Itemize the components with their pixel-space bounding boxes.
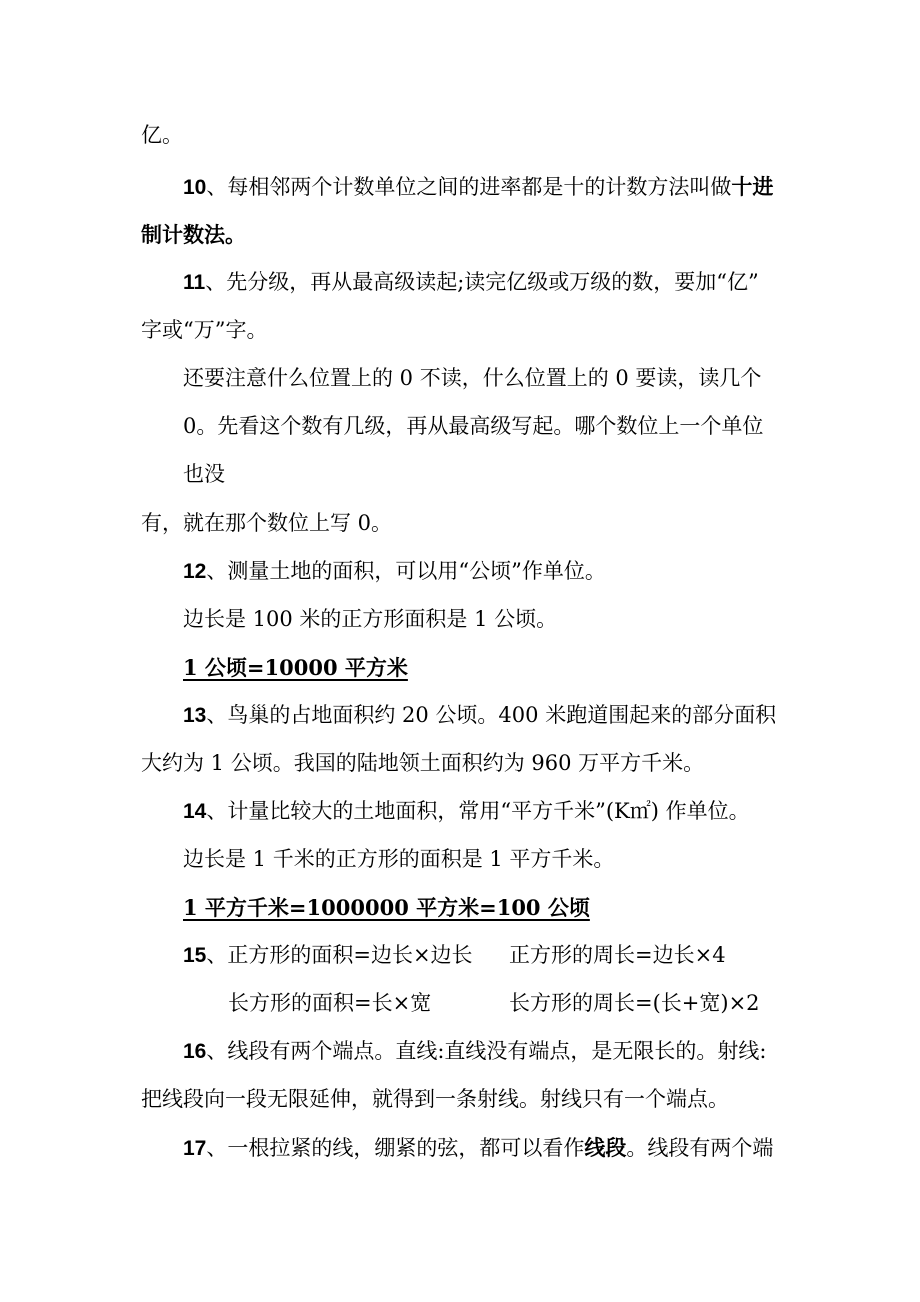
line-text: 把线段向一段无限延伸，就得到一条射线。射线只有一个端点。	[141, 1087, 729, 1111]
line-text: 有，就在那个数位上写 0。	[141, 511, 393, 535]
line-text: 、先分级，再从最高级读起;读完亿级或万级的数，要加“亿”	[205, 270, 759, 294]
item-16-line-2	[141, 1089, 729, 1110]
item-number: 11	[183, 271, 206, 294]
line-text: 、每相邻两个计数单位之间的进率都是十的计数方法叫做	[206, 175, 732, 199]
item-number: 15	[183, 944, 207, 967]
item-14-line-1	[183, 801, 750, 822]
line-text: 也没	[183, 462, 225, 486]
item-12-line-2	[183, 609, 557, 630]
item-number: 14	[183, 800, 207, 823]
line-text: 、鸟巢的占地面积约 20 公顷。400 米跑道围起来的部分面积	[206, 703, 777, 727]
item-14-line-2	[183, 849, 614, 870]
item-12-line-1	[183, 561, 606, 582]
item-15-line-2-left	[228, 993, 431, 1014]
line-text: 正方形的周长=边长×4	[509, 943, 726, 967]
line-text: 长方形的周长=(长+宽)×2	[509, 991, 760, 1015]
item-11-line-1	[183, 272, 759, 293]
bold-term: 十进	[731, 174, 774, 199]
underlined-formula: 1 平方千米=1000000 平方米=100 公顷	[183, 895, 590, 920]
item-10-line-2	[141, 224, 246, 246]
item-number: 13	[183, 704, 207, 727]
item-17-line-1	[183, 1137, 773, 1159]
item-13-line-1	[183, 705, 776, 726]
item-number: 17	[183, 1137, 207, 1160]
item-15-line-1-left	[183, 945, 473, 966]
bold-term: 线段	[584, 1135, 627, 1160]
bold-term: 制计数法。	[141, 222, 246, 247]
line-text: 长方形的面积=长×宽	[228, 991, 432, 1015]
item-number: 12	[183, 560, 207, 583]
line-text: 亿。	[141, 123, 183, 147]
item-11-line-3	[183, 368, 761, 389]
item-16-line-1	[183, 1041, 767, 1062]
item-10-line-1	[183, 176, 773, 198]
line-text: 大约为 1 公顷。我国的陆地领土面积约为 960 万平方千米。	[141, 751, 705, 775]
line-text: 、计量比较大的土地面积，常用“平方千米”(K㎡) 作单位。	[206, 799, 750, 823]
line-text: 还要注意什么位置上的 0 不读，什么位置上的 0 要读，读几个	[183, 366, 762, 390]
item-13-line-2	[141, 753, 704, 774]
line-text: 、一根拉紧的线，绷紧的弦，都可以看作	[206, 1136, 585, 1160]
text-line-1	[141, 125, 183, 146]
underlined-formula: 1 公顷=10000 平方米	[183, 655, 408, 680]
item-number: 16	[183, 1040, 207, 1063]
line-text: 、线段有两个端点。直线:直线没有端点，是无限长的。射线:	[206, 1039, 767, 1063]
item-11-line-5	[183, 464, 225, 485]
line-text-after: 。线段有两个端	[626, 1136, 774, 1160]
line-text: 0。先看这个数有几级，再从最高级写起。哪个数位上一个单位	[183, 414, 764, 438]
item-15-line-2-right	[509, 993, 760, 1014]
line-text: 边长是 1 千米的正方形的面积是 1 平方千米。	[183, 847, 615, 871]
line-text: 字或“万”字。	[141, 318, 268, 342]
formula-hectare	[183, 657, 408, 679]
line-text: 、正方形的面积=边长×边长	[206, 943, 473, 967]
item-11-line-4	[183, 416, 763, 437]
item-number: 10	[183, 176, 207, 199]
line-text: 边长是 100 米的正方形面积是 1 公顷。	[183, 607, 558, 631]
item-11-line-2	[141, 320, 267, 341]
formula-square-km	[183, 897, 590, 919]
item-15-line-1-right	[509, 945, 726, 966]
line-text: 、测量土地的面积，可以用“公顷”作单位。	[206, 559, 606, 583]
item-11-line-6	[141, 513, 392, 534]
